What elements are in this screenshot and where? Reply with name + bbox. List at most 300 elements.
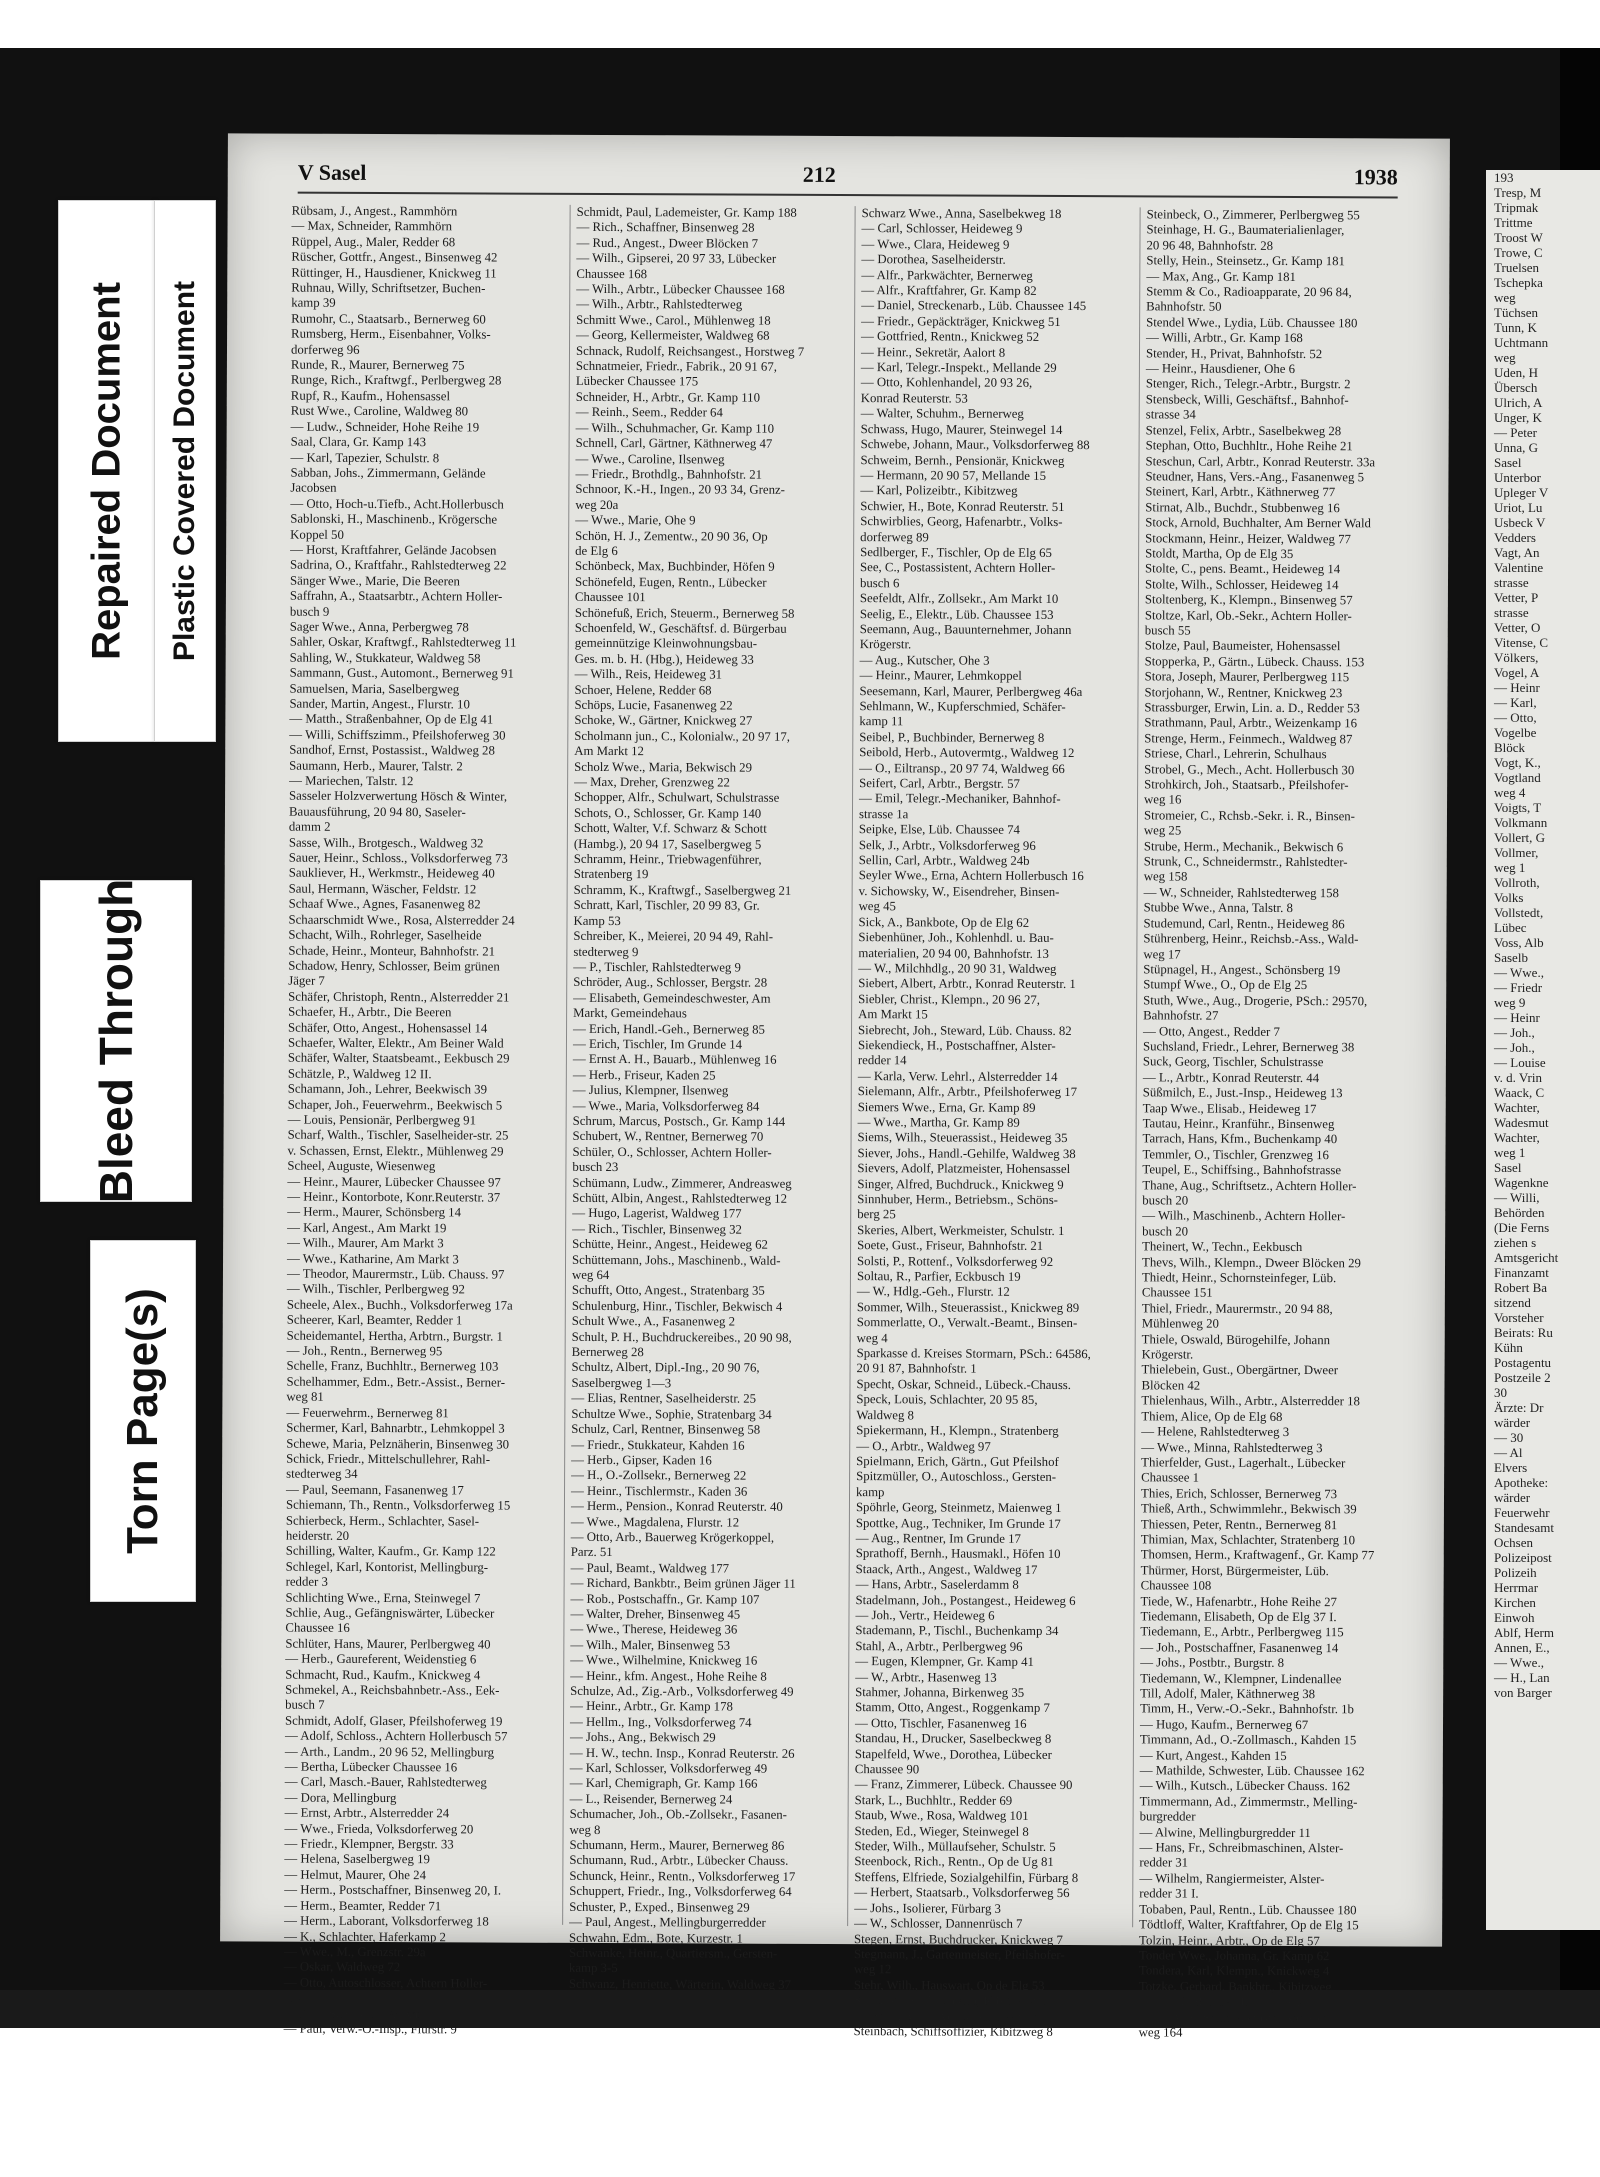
adjacent-page-line: Vollstedt, — [1494, 905, 1544, 920]
directory-entry: — Adolf, Schloss., Achtern Hollerbusch 57 — [284, 1728, 508, 1744]
directory-entry: Chaussee 168 — [576, 266, 648, 281]
directory-entry: Stock, Arnold, Buchhalter, Am Berner Wald — [1145, 515, 1371, 531]
directory-entry: Chaussee 151 — [1141, 1285, 1213, 1301]
directory-entry: Rüscher, Gottfr., Angest., Binsenweg 42 — [291, 249, 498, 265]
adjacent-page-line: Trittme — [1494, 215, 1533, 230]
directory-entry: Steschun, Carl, Arbtr., Konrad Reuterstr. 33a — [1145, 453, 1376, 469]
directory-entry: — Joh., Rentn., Bernerweg 95 — [286, 1343, 443, 1359]
directory-entry: Bauausführung, 20 94 80, Saseler- — [288, 804, 466, 820]
directory-entry: — Otto, Autoschlosser, Achtern Holler- — [283, 1975, 488, 1991]
directory-entry: — Herbert, Staatsarb., Volksdorferweg 56 — [854, 1885, 1070, 1901]
directory-entry: Sabban, Johs., Zimmermann, Gelände — [290, 465, 486, 481]
directory-entry: — P., Tischler, Rahlstedterweg 9 — [573, 959, 741, 975]
column-1 — [278, 203, 571, 2037]
directory-entry: Stadelmann, Joh., Postangest., Heideweg 6 — [855, 1592, 1076, 1608]
directory-entry: — Wwe., Katharine, Am Markt 3 — [287, 1251, 459, 1266]
directory-entry: Jacobsen — [290, 480, 337, 496]
directory-entry: Stegen, Ernst, Buchdrucker, Knickweg 7 — [854, 1931, 1063, 1947]
adjacent-page-line: Upleger V — [1494, 485, 1549, 500]
directory-entry: — Heinr., Arbtr., Gr. Kamp 178 — [570, 1699, 733, 1714]
directory-entry: Staub, Wwe., Rosa, Waldweg 101 — [854, 1808, 1029, 1824]
directory-entry: — Richard, Bankbtr., Beim grünen Jäger 11 — [570, 1576, 796, 1591]
directory-entry: — Oskar, Waldweg 72 — [283, 1959, 401, 1975]
adjacent-page-line: Polizeih — [1494, 1565, 1537, 1580]
directory-entry: — Heinr., Hausdiener, Ohe 6 — [1145, 361, 1296, 377]
directory-entry: — Otto, Arb., Bauerweg Krögerkoppel, — [570, 1529, 775, 1545]
directory-entry: Rumsberg, Herm., Eisenbahner, Volks- — [291, 326, 491, 342]
directory-entry: Schade, Heinr., Monteur, Bahnhofstr. 21 — [288, 943, 496, 959]
adjacent-page-line: weg 1 — [1494, 1145, 1526, 1160]
directory-entry: — Herm., Beamter, Redder 71 — [284, 1898, 442, 1913]
directory-entry: Schnatmeier, Friedr., Fabrik., 20 91 67, — [575, 358, 777, 374]
adjacent-page-line: Sasel — [1494, 455, 1522, 470]
adjacent-page-line: Tschepka — [1494, 275, 1543, 290]
directory-entry: Jäger 7 — [288, 973, 325, 989]
directory-entry: Schlegel, Karl, Kontorist, Mellingburg- — [285, 1559, 489, 1575]
directory-entry: — Wwe., Minna, Rahlstedterweg 3 — [1141, 1439, 1323, 1455]
directory-entry: Schumacher, Joh., Ob.-Zollsekr., Fasanen- — [569, 1807, 787, 1823]
directory-entry: Spiekermann, H., Klempn., Stratenberg — [856, 1423, 1059, 1439]
directory-entry: Tolzin, Heinr., Arbtr., Op de Elg 57 — [1139, 1932, 1320, 1948]
adjacent-page-line: Ochsen — [1494, 1535, 1533, 1550]
directory-entry: weg 4 — [856, 1330, 888, 1345]
directory-entry: Stolte, C., pens. Beamt., Heideweg 14 — [1145, 561, 1341, 577]
directory-entry: — Wilh., Kutsch., Lübecker Chauss. 162 — [1139, 1778, 1351, 1794]
directory-entry: Schümann, Ludw., Zimmerer, Andreasweg — [572, 1175, 792, 1191]
adjacent-page-line: Saselb — [1494, 950, 1528, 965]
directory-entry: — Heinr., Maurer, Lübecker Chaussee 97 — [287, 1174, 501, 1190]
adjacent-page-line: Blöck — [1494, 740, 1526, 755]
directory-entry: Schoke, W., Gärtner, Knickweg 27 — [574, 713, 753, 729]
directory-entry: kamp 3-5 — [568, 1961, 618, 1976]
adjacent-page-line: Apotheke: — [1494, 1475, 1549, 1490]
adjacent-page-line: Lübec — [1494, 920, 1527, 935]
directory-entry: Rüppel, Aug., Maler, Redder 68 — [291, 234, 456, 250]
directory-entry: Rupf, R., Kaufm., Hohensassel — [290, 388, 451, 404]
directory-entry: Thevs, Wilh., Klempn., Dweer Blöcken 29 — [1142, 1254, 1361, 1270]
adjacent-page-line: strasse — [1494, 605, 1529, 620]
directory-entry: Temmler, O., Tischler, Grenzweg 16 — [1142, 1147, 1329, 1162]
adjacent-page-line: Tresp, M — [1494, 185, 1542, 200]
directory-entry: Rüttinger, H., Hausdiener, Knickweg 11 — [291, 265, 497, 281]
adjacent-page-line: wärder — [1494, 1490, 1531, 1505]
directory-entry: Theinert, W., Techn., Eekbusch — [1142, 1239, 1303, 1255]
directory-entry: Steudner, Hans, Vers.-Ang., Fasanenweg 5 — [1145, 469, 1365, 485]
directory-entry: Schmekel, A., Reichsbahnbetr.-Ass., Eek- — [285, 1682, 500, 1698]
directory-entry: Krögerstr. — [1141, 1347, 1194, 1362]
directory-entry: Teupel, E., Schiffsing., Bahnhofstrasse — [1142, 1162, 1342, 1178]
directory-entry: Schönefeld, Eugen, Rentn., Lübecker — [574, 574, 767, 590]
directory-entry: — Carl, Schlosser, Heideweg 9 — [861, 221, 1023, 237]
directory-entry: Schramm, K., Kraftwgf., Saselbergweg 21 — [573, 882, 792, 898]
directory-entry: — Karl, Chemigraph, Gr. Kamp 166 — [569, 1776, 758, 1792]
directory-entry: Specht, Oskar, Schneid., Lübeck.-Chauss. — [856, 1376, 1072, 1392]
directory-entry: dorferweg 96 — [290, 342, 360, 357]
adjacent-page-line: weg 9 — [1494, 995, 1526, 1010]
directory-entry: Striese, Charl., Lehrerin, Schulhaus — [1144, 746, 1327, 762]
adjacent-page-line: Postagentu — [1494, 1355, 1552, 1370]
directory-entry: Taap Wwe., Elisab., Heideweg 17 — [1142, 1100, 1317, 1116]
directory-entry: Seibel, P., Buchbinder, Bernerweg 8 — [859, 729, 1045, 745]
adjacent-page-line: (Die Ferns — [1494, 1220, 1550, 1235]
directory-entry: — Wilh., Arbtr., Rahlstedterweg — [576, 297, 743, 313]
adjacent-page-line: Wadesmut — [1494, 1115, 1549, 1130]
directory-entry: Seemann, Aug., Bauunternehmer, Johann — [859, 622, 1072, 637]
directory-entry: Bahnhofstr. 27 — [1143, 1008, 1219, 1023]
directory-entry: Schaefer, H., Arbtr., Die Beeren — [288, 1004, 452, 1020]
directory-entry: Sablonski, H., Maschinenb., Krögersche — [290, 511, 498, 527]
directory-entry: — W., Schlosser, Dannenrüsch 7 — [854, 1916, 1023, 1931]
directory-entry: Stensbeck, Willi, Geschäftsf., Bahnhof- — [1145, 392, 1349, 408]
directory-entry: Sommerlatte, O., Verwalt.-Beamt., Binsen- — [856, 1315, 1078, 1331]
directory-entry: Sinnhuber, Herm., Betriebsm., Schöns- — [857, 1192, 1059, 1207]
directory-entry: Spottke, Aug., Techniker, Im Grunde 17 — [855, 1515, 1061, 1531]
directory-entry: Schmitt Wwe., Carol., Mühlenweg 18 — [576, 312, 771, 328]
directory-entry: Sander, Martin, Angest., Flurstr. 10 — [289, 696, 470, 712]
directory-entry: Siebert, Albert, Arbtr., Konrad Reuterstr. 1 — [858, 976, 1076, 992]
adjacent-page-line: sitzend — [1494, 1295, 1531, 1310]
adjacent-page-line: Vogtland — [1494, 770, 1541, 785]
directory-entry: Tiede, W., Hafenarbtr., Hohe Reihe 27 — [1140, 1593, 1338, 1609]
directory-entry: Sick, A., Bankbote, Op de Elg 62 — [858, 914, 1030, 930]
bleed-through-tab — [40, 880, 192, 1202]
directory-entry: Scheidemantel, Hertha, Arbtrn., Burgstr. 1 — [286, 1328, 503, 1344]
directory-entry: — Otto, Angest., Redder 7 — [1143, 1023, 1280, 1039]
directory-entry: weg 17 — [1143, 946, 1181, 962]
directory-entry: Tobaben, Paul, Rentn., Lüb. Chaussee 180 — [1139, 1902, 1357, 1917]
adjacent-page-line: Troost W — [1494, 230, 1543, 245]
directory-entry: Strathmann, Paul, Arbtr., Weizenkamp 16 — [1144, 715, 1358, 731]
directory-entry: Schwebe, Johann, Maur., Volksdorferweg 88 — [860, 437, 1090, 453]
directory-entry: — Wilh., Maurer, Am Markt 3 — [287, 1235, 444, 1251]
directory-entry: Sasseler Holzverwertung Hösch & Winter, — [289, 789, 508, 805]
directory-entry: Parz. 51 — [570, 1545, 613, 1560]
adjacent-page-line: — Friedr — [1494, 980, 1543, 995]
directory-entry: Schots, O., Schlosser, Gr. Kamp 140 — [573, 805, 762, 821]
directory-entry: — Ludw., Schneider, Hohe Reihe 19 — [290, 419, 480, 435]
adjacent-page-line: Wagenkne — [1494, 1175, 1549, 1190]
directory-entry: — Wwe., Magdalena, Flurstr. 12 — [570, 1514, 740, 1530]
directory-entry: Selk, J., Arbtr., Volksdorferweg 96 — [858, 837, 1036, 853]
directory-entry: Stademann, P., Tischl., Buchenkamp 34 — [855, 1623, 1059, 1639]
directory-entry: Stumpf Wwe., O., Op de Elg 25 — [1143, 977, 1308, 993]
directory-entry: — Theodor, Maurermstr., Lüb. Chauss. 97 — [286, 1266, 505, 1282]
directory-entry: — Aug., Kutscher, Ohe 3 — [859, 652, 990, 668]
directory-entry: Saukliever, H., Werkmstr., Heideweg 40 — [288, 866, 495, 881]
directory-entry: Schunck, Heinr., Rentn., Volksdorferweg 17 — [569, 1868, 796, 1884]
directory-entry: — Wwe., Maria, Volksdorferweg 84 — [572, 1098, 760, 1114]
directory-entry: Solsti, P., Rottenf., Volksdorferweg 92 — [857, 1253, 1054, 1269]
directory-entry: Sparkasse d. Kreises Stormarn, PSch.: 64586, — [856, 1346, 1091, 1362]
bleed-through-label: Bleed Through — [90, 878, 142, 1204]
column-3 — [848, 206, 1141, 2039]
adjacent-page-line: von Barger — [1494, 1685, 1552, 1700]
directory-entry: Steenbock, Rich., Rentn., Op de Ug 81 — [854, 1854, 1054, 1870]
adjacent-page-line: 193 — [1494, 170, 1514, 185]
adjacent-page-line: — 30 — [1494, 1430, 1524, 1445]
directory-entry: Steinert, Karl, Arbtr., Käthnerweg 77 — [1145, 484, 1336, 500]
directory-entry: — Hermann, 20 90 57, Mellande 15 — [860, 468, 1047, 483]
adjacent-page — [1486, 170, 1600, 1930]
directory-entry: — Wwe., Caroline, Ilsenweg — [575, 451, 725, 467]
directory-entry: — Herb., Gaureferent, Weidenstieg 6 — [285, 1651, 477, 1667]
directory-entry: — Helena, Saselbergweg 19 — [284, 1852, 430, 1867]
directory-entry: Chaussee 16 — [285, 1620, 350, 1636]
directory-entry: Totzke, Gerhard, Bankbtr., Kibitzweg — [1138, 1979, 1332, 1994]
directory-entry: redder 14 — [857, 1053, 907, 1068]
adjacent-page-line: ziehen s — [1494, 1235, 1537, 1250]
directory-entry: — Julius, Klempner, Ilsenweg — [572, 1083, 729, 1098]
directory-entry: — Helene, Rahlstedterweg 3 — [1141, 1424, 1290, 1440]
adjacent-page-line: Vetter, P — [1494, 590, 1539, 605]
directory-entry: Schwanz, Henriette, Wärterin, Waldweg 37 — [568, 1976, 791, 1992]
directory-entry: Siekendieck, H., Postschaffner, Alster- — [857, 1038, 1056, 1053]
directory-entry: — Heinr., kfm. Angest., Hohe Reihe 8 — [570, 1668, 767, 1684]
directory-entry: strasse 1a — [858, 806, 909, 822]
column-2 — [563, 204, 856, 1992]
directory-entry: — Friedr., Gepäckträger, Knickweg 51 — [861, 313, 1061, 329]
directory-entry: Schumann, Rud., Arbtr., Lübecker Chauss. — [569, 1853, 789, 1869]
directory-entry: Thiedt, Heinr., Schornsteinfeger, Lüb. — [1141, 1270, 1337, 1286]
directory-entry: Schermer, Karl, Bahnarbtr., Lehmkoppel 3 — [286, 1420, 505, 1436]
directory-entry: — Rob., Postschaffn., Gr. Kamp 107 — [570, 1591, 760, 1607]
directory-entry: Chaussee 101 — [574, 590, 646, 605]
directory-entry: Stolte, Wilh., Schlosser, Heideweg 14 — [1144, 577, 1339, 592]
directory-entry: — Wwe., Frieda, Volksdorferweg 20 — [284, 1821, 474, 1837]
directory-entry: — Wwe., Therese, Heideweg 36 — [570, 1622, 738, 1637]
adjacent-page-line: Vollroth, — [1494, 875, 1540, 890]
adjacent-page-line: Finanzamt — [1494, 1265, 1549, 1280]
adjacent-page-line: Elvers — [1494, 1460, 1528, 1475]
directory-entry: Staack, Arth., Angest., Waldweg 17 — [855, 1561, 1038, 1577]
adjacent-page-line: strasse — [1494, 575, 1529, 590]
directory-entry: Schubert, W., Rentner, Bernerweg 70 — [572, 1129, 764, 1145]
directory-entry: Scholz Wwe., Maria, Bekwisch 29 — [574, 759, 753, 775]
directory-entry: weg 158 — [1143, 869, 1188, 885]
directory-entry: Studemund, Carl, Rentn., Heideweg 86 — [1143, 916, 1345, 931]
adjacent-page-line: — Heinr — [1494, 1010, 1540, 1025]
directory-entry: Schott, Walter, V.f. Schwarz & Schott — [573, 821, 767, 836]
directory-entry: Sievers, Adolf, Platzmeister, Hohensassel — [857, 1161, 1071, 1177]
directory-entry: Siems, Wilh., Steuerassist., Heideweg 35 — [857, 1130, 1068, 1146]
directory-entry: Schlüter, Hans, Maurer, Perlbergweg 40 — [285, 1636, 491, 1652]
adjacent-page-line: Vedders — [1494, 530, 1536, 545]
adjacent-page-line: Polizeipost — [1494, 1550, 1552, 1565]
directory-entry: kamp 11 — [859, 714, 904, 729]
directory-entry: — Ernst, Arbtr., Alsterredder 24 — [284, 1805, 450, 1821]
directory-entry: Thierfelder, Gust., Lagerhalt., Lübecker — [1141, 1455, 1346, 1471]
directory-entry: Schätzle, P., Waldweg 12 II. — [287, 1066, 432, 1081]
directory-entry: Stender, H., Privat, Bahnhofstr. 52 — [1145, 346, 1323, 361]
directory-entry: — Wilh., Tischler, Perlbergweg 92 — [286, 1282, 465, 1297]
directory-entry: Strohkirch, Joh., Staatsarb., Pfeilshofer- — [1144, 777, 1349, 793]
directory-entry: Thiel, Friedr., Maurermstr., 20 94 88, — [1141, 1301, 1333, 1317]
directory-entry: Schmidt, Paul, Lademeister, Gr. Kamp 188 — [576, 204, 797, 220]
adjacent-page-line: Waack, C — [1494, 1085, 1545, 1100]
directory-entry: Rübsam, J., Angest., Rammhörn — [291, 203, 458, 219]
adjacent-page-line: Vogel, A — [1494, 665, 1540, 680]
directory-entry: — Dorothea, Saselheiderstr. — [861, 252, 1006, 267]
directory-entry: — Paul, Schlosser, Gr. Kamp 58 — [283, 2006, 451, 2021]
directory-entry: — Matth., Straßenbahner, Op de Elg 41 — [289, 712, 494, 727]
directory-entry: busch 55 — [1144, 623, 1191, 638]
directory-entry: Schultze Wwe., Sophie, Stratenbarg 34 — [571, 1406, 772, 1422]
directory-entry: Thimian, Max, Schlachter, Stratenberg 10 — [1140, 1532, 1356, 1548]
directory-entry: Scheele, Alex., Buchh., Volksdorferweg 17a — [286, 1297, 513, 1313]
directory-entry: weg 164 — [1138, 2025, 1183, 2040]
directory-entry: Schäfer, Christoph, Rentn., Alsterredder 21 — [288, 989, 510, 1005]
directory-entry: Sadrina, O., Kraftfahr., Rahlstedterweg 22 — [290, 557, 507, 573]
directory-entry: — Friedr., Klempner, Bergstr. 33 — [284, 1836, 454, 1852]
adjacent-page-line: Tripmak — [1494, 200, 1539, 215]
directory-entry: — Elisabeth, Gemeindeschwester, Am — [573, 990, 771, 1006]
directory-entry: — Heinr., Tischlermstr., Kaden 36 — [571, 1483, 748, 1499]
directory-entry: Thiem, Alice, Op de Elg 68 — [1141, 1409, 1283, 1424]
directory-entry: — Paul, Seemann, Fasanenweg 17 — [286, 1482, 464, 1498]
directory-entry: busch 23 — [572, 1160, 619, 1175]
directory-entry: — Arth., Landm., 20 96 52, Mellingburg — [284, 1744, 495, 1760]
adjacent-page-line: Uden, H — [1494, 365, 1539, 380]
directory-entry: Scharf, Walth., Tischler, Saselheider-str. 25 — [287, 1127, 509, 1143]
directory-entry: 20 96 48, Bahnhofstr. 28 — [1146, 238, 1274, 253]
directory-entry: — Wilh., Arbtr., Volksdorferweg 67 — [853, 2008, 1038, 2024]
directory-entry: Saal, Clara, Gr. Kamp 143 — [290, 434, 427, 450]
repaired-document-tab — [58, 200, 156, 742]
directory-entry: Stoltenberg, K., Klempn., Binsenweg 57 — [1144, 592, 1353, 608]
directory-entry: — Erich, Handl.-Geh., Bernerweg 85 — [573, 1021, 765, 1037]
directory-entry: Schaefer, Walter, Elektr., Am Beiner Wald — [287, 1035, 504, 1051]
directory-entry: burgredder — [1139, 1809, 1196, 1824]
directory-entry: weg 8 — [569, 1822, 601, 1837]
adjacent-page-line: Trowe, C — [1494, 245, 1543, 260]
directory-entry: — Hans, Arbtr., Saselerdamm 8 — [855, 1577, 1019, 1592]
directory-entry: Standau, H., Drucker, Saselbeckweg 8 — [854, 1731, 1052, 1747]
directory-entry: Stuth, Wwe., Aug., Drogerie, PSch.: 29570, — [1143, 993, 1368, 1009]
directory-entry: weg 45 — [858, 899, 896, 914]
directory-entry: Schwier, H., Bote, Konrad Reuterstr. 51 — [860, 498, 1065, 514]
directory-entry: Stemm & Co., Radioapparate, 20 96 84, — [1146, 284, 1352, 300]
directory-entry: Schult Wwe., A., Fasanenweg 2 — [571, 1314, 736, 1329]
directory-entry: Trapp, K., Rentner, Hohereihe 24 — [1138, 1994, 1310, 2010]
directory-entry: — Hugo, Lagerist, Waldweg 177 — [572, 1206, 742, 1222]
directory-entry: Schüler, O., Schlosser, Achtern Holler- — [572, 1144, 772, 1160]
directory-entry: Schüttemann, Johs., Maschinenb., Wald- — [572, 1252, 781, 1268]
directory-entry: Schaper, Joh., Feuerwehrm., Beekwisch 5 — [287, 1097, 503, 1113]
directory-entry: — O., Eiltransp., 20 97 74, Waldweg 66 — [859, 760, 1065, 776]
directory-entry: Schwahn, Edm., Bote, Kurzestr. 1 — [569, 1930, 743, 1946]
adjacent-page-line: Vollmer, — [1494, 845, 1539, 860]
directory-entry: — Karl, Schlosser, Volksdorferweg 49 — [569, 1760, 768, 1776]
directory-entry: Am Markt 12 — [574, 744, 644, 759]
directory-entry: — Alwine, Mellingburgredder 11 — [1139, 1824, 1311, 1840]
adjacent-page-line: — Joh., — [1494, 1025, 1535, 1040]
directory-entry: Schreiber, K., Meierei, 20 94 49, Rahl- — [573, 928, 774, 944]
adjacent-page-line: Uchtmann — [1494, 335, 1549, 350]
adjacent-page-line: Vetter, O — [1494, 620, 1541, 635]
directory-entry: Waldweg 8 — [856, 1407, 915, 1423]
torn-pages-label: Torn Page(s) — [118, 1288, 167, 1554]
directory-entry: Runge, Rich., Kraftwgf., Perlbergweg 28 — [290, 373, 502, 389]
directory-entry: v. Schassen, Ernst, Elektr., Mühlenweg 29 — [287, 1143, 504, 1159]
directory-entry: Sedlberger, F., Tischler, Op de Elg 65 — [860, 545, 1052, 560]
directory-entry: Strunk, C., Schneidermstr., Rahlstedter- — [1143, 854, 1348, 870]
adjacent-page-line: Robert Ba — [1494, 1280, 1548, 1295]
directory-entry: Stenzel, Felix, Arbtr., Saselbekweg 28 — [1145, 423, 1342, 438]
directory-entry: Schütt, Albin, Angest., Rahlstedterweg 12 — [572, 1190, 788, 1206]
directory-entry: Singer, Alfred, Buchdruck., Knickweg 9 — [857, 1176, 1064, 1192]
adjacent-page-line: Behörden — [1494, 1205, 1545, 1220]
directory-entry: busch 57 — [283, 1990, 330, 2005]
directory-entry: — Paul, Beamt., Waldweg 177 — [570, 1560, 730, 1576]
directory-entry: Schramm, Heinr., Triebwagenführer, — [573, 851, 762, 867]
directory-entry: Saselbergweg 1—3 — [571, 1375, 672, 1391]
directory-entry: 20 91 87, Bahnhofstr. 1 — [856, 1361, 977, 1377]
directory-entry: damm 2 — [288, 819, 331, 835]
adjacent-page-line: — Louise — [1494, 1055, 1546, 1070]
page-number: 212 — [802, 161, 836, 187]
directory-entry: Thiele, Oswald, Bürogehilfe, Johann — [1141, 1331, 1331, 1347]
directory-entry: — Wwe., M., Grenzstr. 29a — [283, 1944, 426, 1960]
directory-entry: Scheel, Auguste, Wiesenweg — [287, 1158, 436, 1174]
directory-entry: Steinbeck, O., Zimmerer, Perlbergweg 55 — [1146, 207, 1360, 223]
directory-entry: — W., Arbtr., Hasenweg 13 — [855, 1669, 997, 1685]
directory-entry: gemeinnützige Kleinwohnungsbau- — [574, 636, 758, 652]
directory-entry: Stenger, Rich., Telegr.-Arbtr., Burgstr. 2 — [1145, 376, 1351, 392]
directory-entry: Schwass, Hugo, Maurer, Steinwegel 14 — [860, 421, 1063, 437]
directory-entry: Samuelsen, Maria, Saselbergweg — [289, 681, 460, 696]
adjacent-page-line: Usbeck V — [1494, 515, 1546, 530]
directory-entry: — Mariechen, Talstr. 12 — [289, 773, 414, 789]
directory-entry: Schön, H. J., Zementw., 20 90 36, Op — [575, 528, 768, 544]
directory-entry: — Willi, Arbtr., Gr. Kamp 168 — [1146, 330, 1303, 346]
directory-entry: Siebenhüner, Joh., Kohlenhdl. u. Bau- — [858, 930, 1054, 946]
directory-entry: Sandhof, Ernst, Postassist., Waldweg 28 — [289, 742, 495, 758]
directory-entry: Seyler Wwe., Erna, Achtern Hollerbusch 16 — [858, 868, 1084, 884]
adjacent-page-line: weg — [1494, 290, 1516, 305]
directory-entry: Soete, Gust., Friseur, Bahnhofstr. 21 — [857, 1238, 1044, 1254]
directory-entry: Schlichting Wwe., Erna, Steinwegel 7 — [285, 1590, 481, 1606]
directory-entry: Stoltze, Karl, Ob.-Sekr., Achtern Holler- — [1144, 607, 1352, 623]
directory-entry: weg 25 — [1143, 823, 1182, 838]
directory-entry: — H., O.-Zollsekr., Bernerweg 22 — [571, 1468, 747, 1483]
directory-entry: — Herm., Postschaffner, Binsenweg 20, I. — [284, 1882, 502, 1898]
directory-entry: — Paul, Verw.-O.-Insp., Flurstr. 9 — [283, 2021, 457, 2037]
directory-entry: — Max, Ang., Gr. Kamp 181 — [1146, 268, 1297, 284]
adjacent-page-line: Übersch — [1494, 380, 1538, 395]
directory-entry: — Johs., Postbtr., Burgstr. 8 — [1140, 1655, 1285, 1671]
directory-entry: — Heinr., Sekretär, Aalort 8 — [860, 344, 1006, 360]
directory-entry: — Walter, Schuhm., Bernerweg — [860, 406, 1024, 422]
adjacent-page-line: Unna, G — [1494, 440, 1539, 455]
directory-entry: — Herb., Gipser, Kaden 16 — [571, 1452, 712, 1468]
adjacent-page-line: Ärzte: Dr — [1494, 1400, 1544, 1415]
directory-entry: Stephan, Otto, Buchhltr., Hohe Reihe 21 — [1145, 438, 1353, 454]
directory-entry: Stein, Jonny, Tallymann, Kibitzweg 12 — [853, 1993, 1053, 2009]
directory-entry: Steder, Wilh., Müllaufseher, Schulstr. 5 — [854, 1839, 1056, 1855]
directory-entry: strasse 34 — [1145, 407, 1196, 422]
directory-entry: Chaussee 1 — [1141, 1470, 1200, 1485]
directory-entry: Tarrach, Hans, Kfm., Buchenkamp 40 — [1142, 1131, 1338, 1147]
directory-entry: Schelhammer, Edm., Betr.-Assist., Berner- — [286, 1374, 506, 1390]
directory-entry: Schröder, Aug., Schlosser, Bergstr. 28 — [573, 975, 768, 991]
adjacent-page-line: Unterbor — [1494, 470, 1541, 485]
directory-entry: Timmermann, Ad., Zimmermstr., Melling- — [1139, 1794, 1358, 1810]
directory-entry: Sprathoff, Bernh., Hausmakl., Höfen 10 — [855, 1546, 1061, 1562]
adjacent-page-line: Valentine — [1494, 560, 1544, 575]
directory-entry: — Bertha, Lübecker Chaussee 16 — [284, 1759, 458, 1775]
directory-entry: — Alfr., Parkwächter, Bernerweg — [861, 267, 1033, 283]
adjacent-page-line: Feuerwehr — [1494, 1505, 1550, 1520]
